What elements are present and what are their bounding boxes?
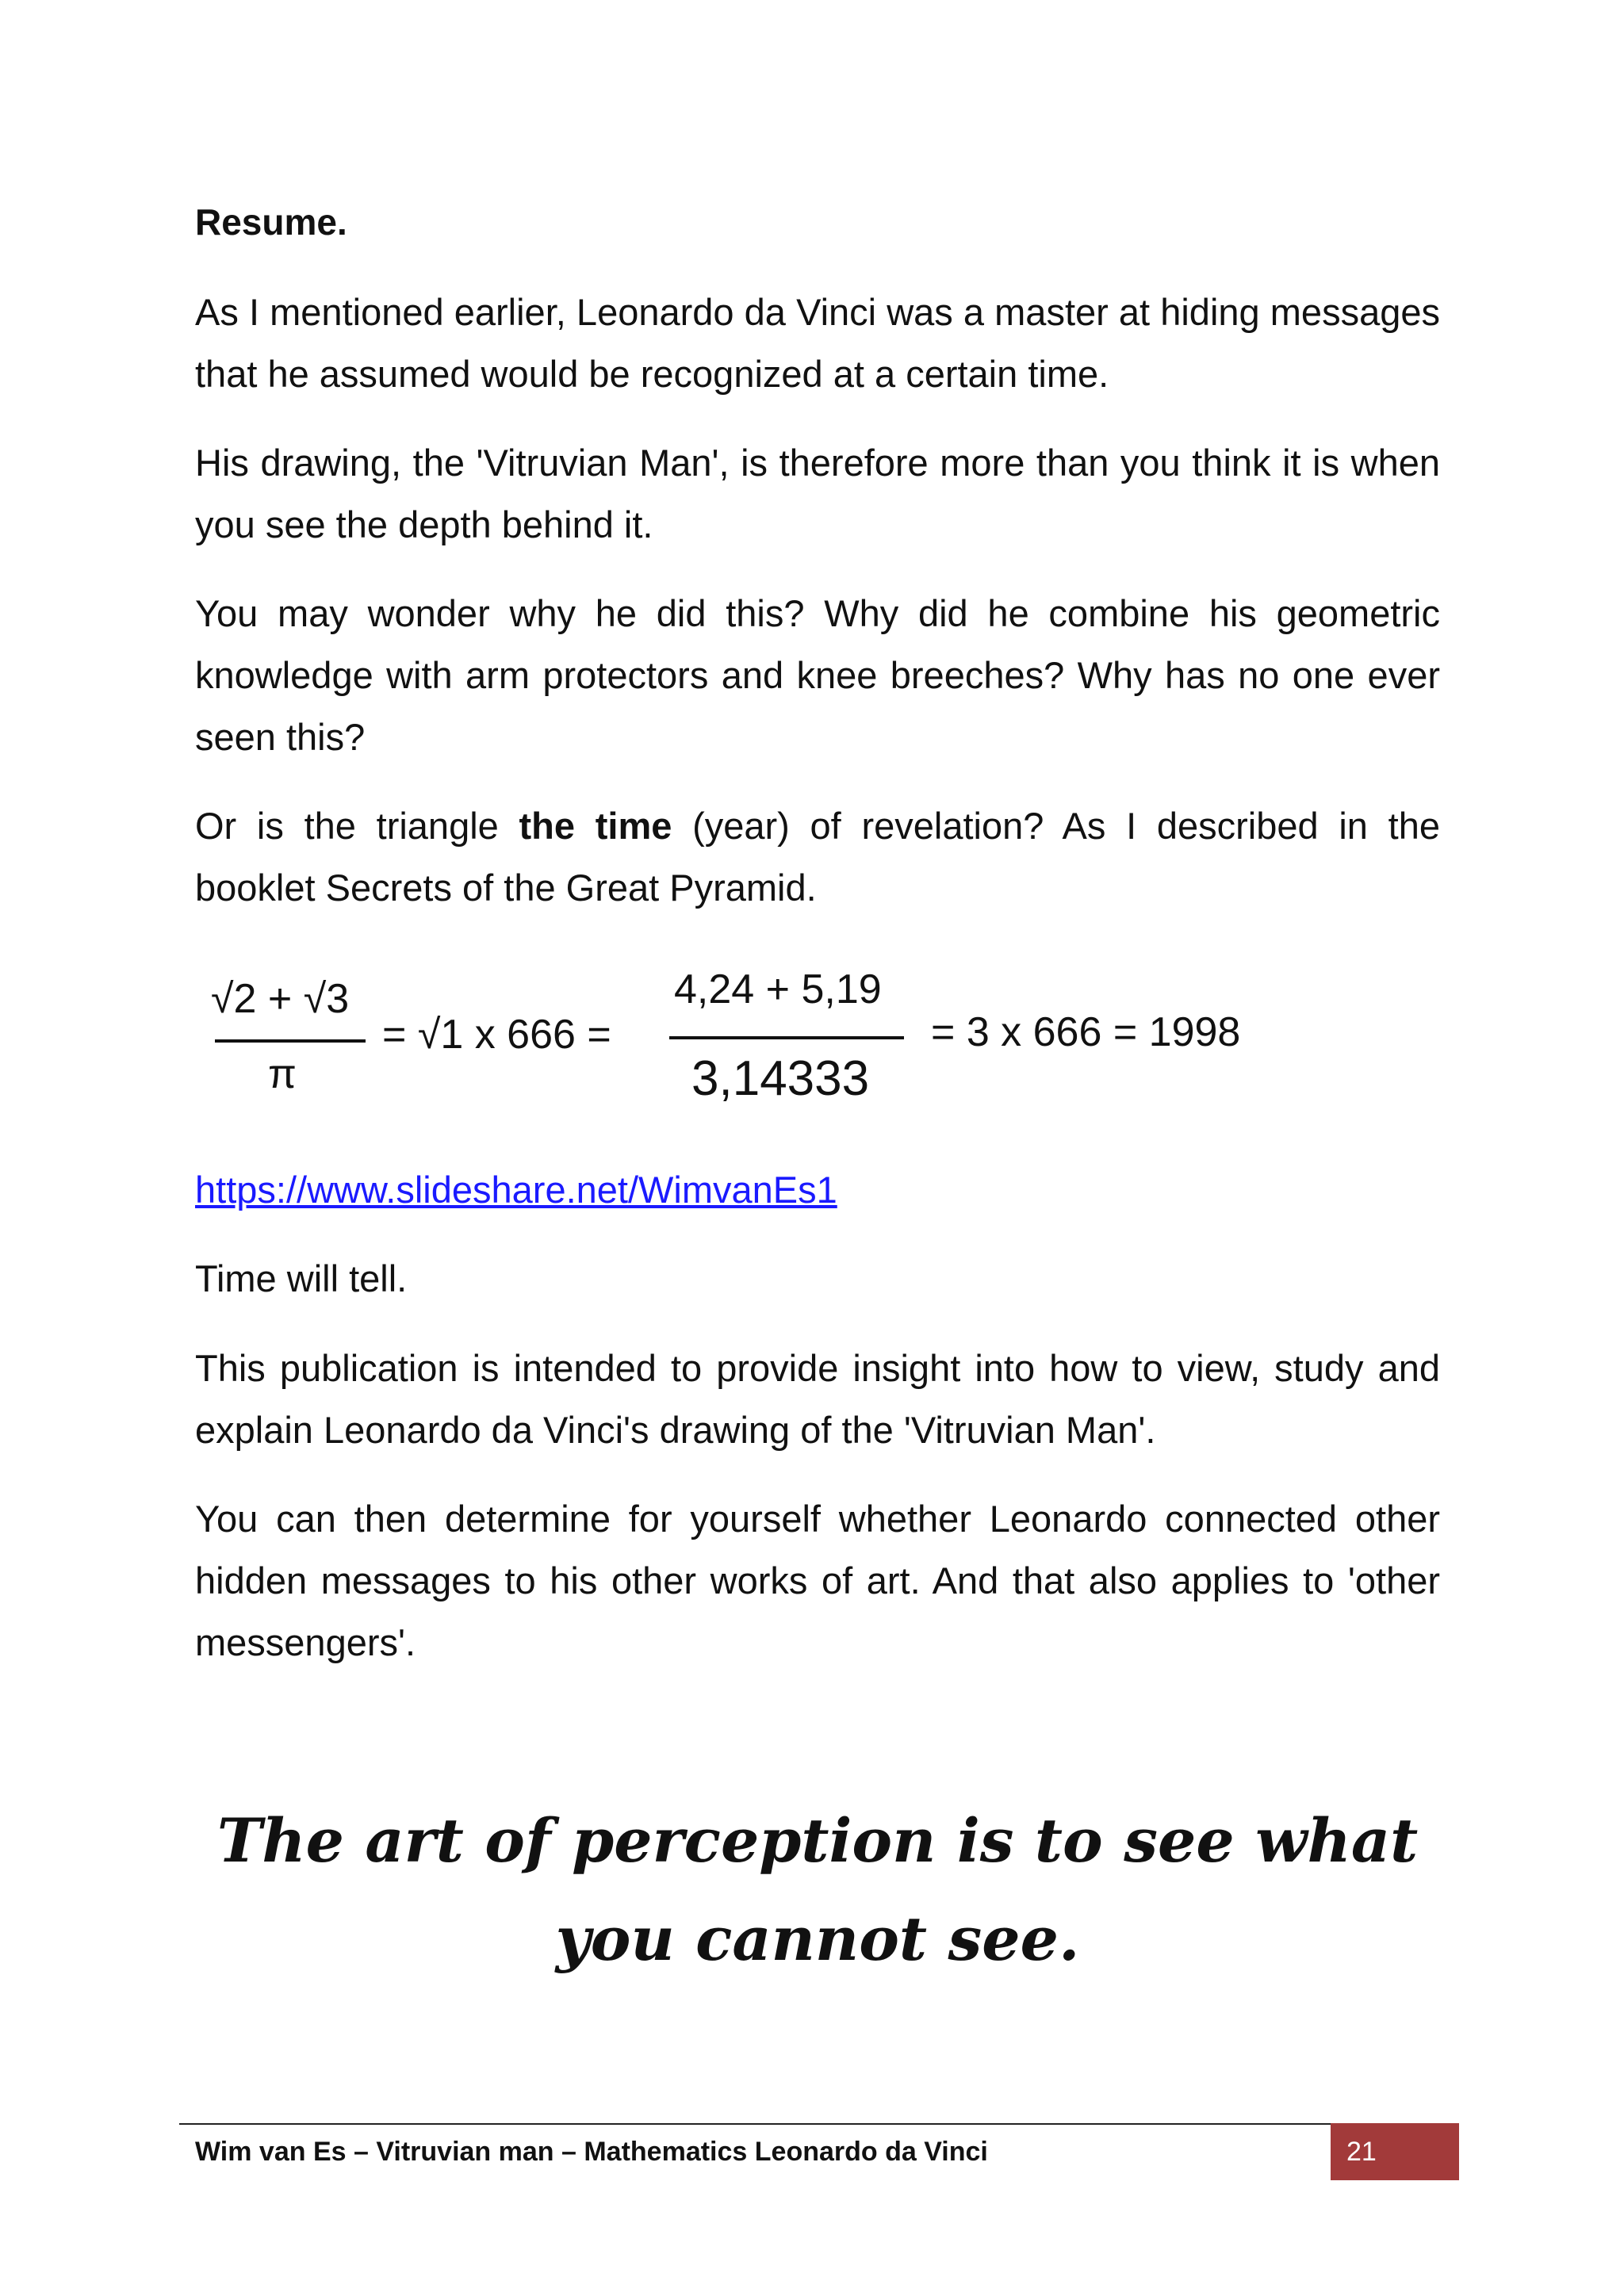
formula-equals-1: = √1 x 666 = — [382, 1012, 611, 1058]
footer-title: Wim van Es – Vitruvian man – Mathematics Leonardo da Vinci — [195, 2137, 988, 2167]
paragraph-publication: This publication is intended to provide insight into how to view, study and explain Leonardo da Vinci's drawing of the 'Vitruvian Man'. — [195, 1347, 1440, 1451]
page-number: 21 — [1331, 2123, 1459, 2180]
formula-equals-2: = 3 x 666 = 1998 — [931, 1009, 1241, 1055]
formula-numerator-1: √2 + √3 — [211, 976, 350, 1022]
paragraph-time: Time will tell. — [195, 1257, 408, 1299]
formula-numerator-2: 4,24 + 5,19 — [674, 966, 882, 1012]
paragraph-triangle-start: Or is the triangle — [195, 805, 519, 847]
formula-fraction-line-1 — [215, 1039, 366, 1043]
formula-denominator-1: π — [268, 1051, 297, 1097]
paragraph-determine: You can then determine for yourself whether Leonardo connected other hidden messages to his other works of art. And that also applies to 'other messengers'. — [195, 1498, 1440, 1663]
paragraph-triangle — [195, 795, 1440, 919]
formula — [195, 951, 1464, 1126]
paragraph-triangle-end: (year) of revelation? As I described in the booklet Secrets of the Great Pyramid. — [195, 805, 1440, 909]
quote: The art of perception is to see what you cannot see. — [216, 1805, 1419, 1974]
paragraph-intro: As I mentioned earlier, Leonardo da Vinci was a master at hiding messages that he assumed would be recognized at a certain time. — [195, 291, 1440, 395]
paragraph-drawing: His drawing, the 'Vitruvian Man', is therefore more than you think it is when you see the depth behind it. — [195, 442, 1440, 545]
paragraph-wonder: You may wonder why he did this? Why did he combine his geometric knowledge with arm protectors and knee breeches? Why has no one ever seen this? — [195, 592, 1440, 758]
section-heading: Resume. — [195, 201, 347, 243]
paragraph-triangle-bold: the time — [519, 805, 672, 847]
formula-denominator-2: 3,14333 — [691, 1051, 870, 1106]
footer-divider — [179, 2123, 1331, 2125]
formula-fraction-line-2 — [669, 1036, 904, 1039]
slideshare-link[interactable]: https://www.slideshare.net/WimvanEs1 — [195, 1169, 837, 1211]
